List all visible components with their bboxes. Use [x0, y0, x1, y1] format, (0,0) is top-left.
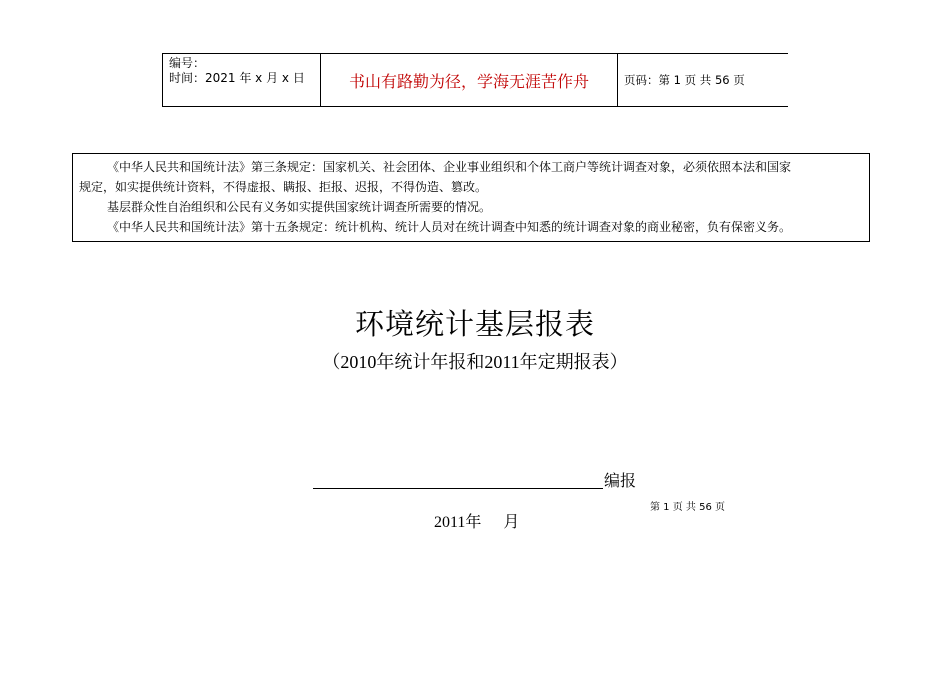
- notice-line: 《中华人民共和国统计法》第三条规定：国家机关、社会团体、企业事业组织和个体工商户等统计调查对象，必须依照本法和国家: [107, 160, 792, 174]
- notice-line: 《中华人民共和国统计法》第十五条规定：统计机构、统计人员对在统计调查中知悉的统计调查对象的商业秘密，负有保密义务。: [107, 220, 792, 234]
- header-page-cell: [618, 54, 788, 106]
- document-subtitle: （2010年统计年报和2011年定期报表）: [322, 352, 628, 372]
- page-note: 第 1 页 共 56 页: [650, 502, 725, 513]
- serial-number-label: 编号：: [169, 56, 206, 70]
- date-line: [434, 509, 519, 532]
- compiler-fill-line: [313, 488, 603, 489]
- notice-line: 基层群众性自治组织和公民有义务如实提供国家统计调查所需要的情况。: [107, 200, 492, 214]
- time-label: 时间：2021 年 x 月 x 日: [169, 71, 305, 85]
- header-motto-cell: [321, 54, 618, 106]
- document-header: [162, 53, 788, 107]
- compiler-label: 编报: [604, 471, 637, 490]
- page-info: 页码：第 1 页 共 56 页: [624, 73, 745, 87]
- document-title: 环境统计基层报表: [354, 307, 595, 341]
- motto-text: 书山有路勤为径，学海无涯苦作舟: [348, 71, 589, 91]
- header-meta-cell: [163, 54, 321, 106]
- date-month: 月: [503, 514, 520, 531]
- date-year: 2011年: [434, 514, 482, 531]
- notice-line: 规定，如实提供统计资料，不得虚报、瞒报、拒报、迟报，不得伪造、篡改。: [79, 180, 488, 194]
- legal-notice-box: [72, 153, 870, 242]
